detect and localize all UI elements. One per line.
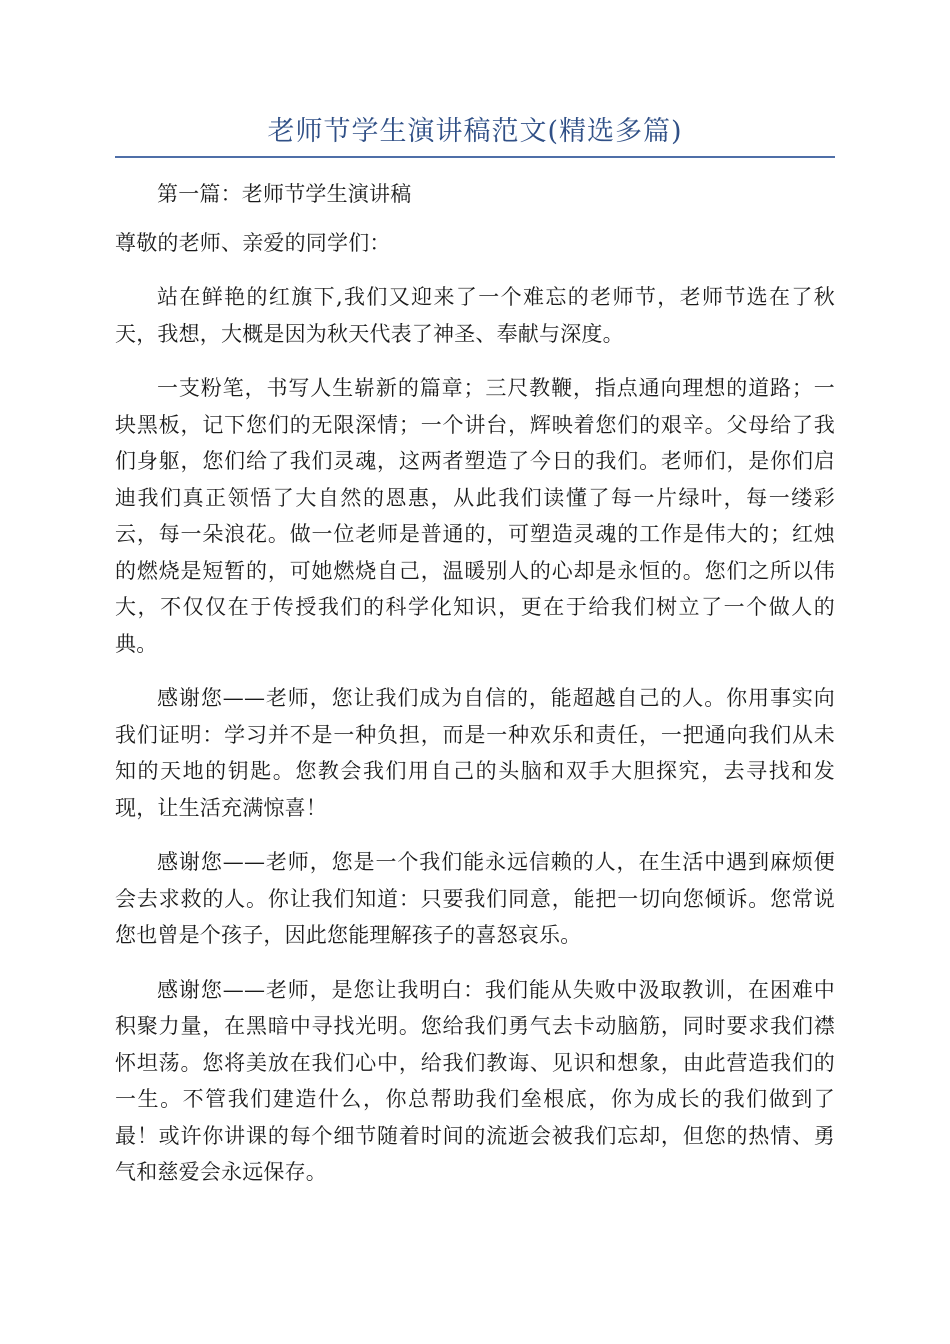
title-block [115, 112, 835, 158]
paragraph-1: 站在鲜艳的红旗下,我们又迎来了一个难忘的老师节，老师节选在了秋天，我想，大概是因为秋天代表了神圣、奉献与深度。 [115, 285, 835, 346]
paragraph-4: 感谢您——老师，您是一个我们能永远信赖的人，在生活中遇到麻烦便会去求救的人。你让我们知道：只要我们同意，能把一切向您倾诉。您常说您也曾是个孩子，因此您能理解孩子的喜怒哀乐。 [115, 850, 835, 947]
section-heading: 第一篇：老师节学生演讲稿 [157, 182, 412, 206]
paragraph-5: 感谢您——老师，是您让我明白：我们能从失败中汲取教训，在困难中积聚力量，在黑暗中寻找光明。您给我们勇气去卡动脑筋，同时要求我们襟怀坦荡。您将美放在我们心中，给我们教诲、见识和想象，由此营造我们的一生。不管我们建造什么，你总帮助我们垒根底，你为成长的我们做到了最！或许你讲课的每个细节随着时间的流逝会被我们忘却，但您的热情、勇气和慈爱会永远保存。 [115, 977, 835, 1184]
salutation: 尊敬的老师、亲爱的同学们： [115, 230, 391, 255]
document-body [115, 176, 835, 1209]
document-title: 老师节学生演讲稿范文(精选多篇) [267, 116, 683, 147]
paragraph-3: 感谢您——老师，您让我们成为自信的，能超越自己的人。你用事实向我们证明：学习并不是一种负担，而是一种欢乐和责任，一把通向我们从未知的天地的钥匙。您教会我们用自己的头脑和双手大胆探究，去寻找和发现，让生活充满惊喜！ [115, 686, 835, 820]
paragraph-2: 一支粉笔，书写人生崭新的篇章；三尺教鞭，指点通向理想的道路；一块黑板，记下您们的无限深情；一个讲台，辉映着您们的艰辛。父母给了我们身躯，您们给了我们灵魂，这两者塑造了今日的我们。老师们，是你们启迪我们真正领悟了大自然的恩惠，从此我们读懂了每一片绿叶，每一缕彩云，每一朵浪花。做一位老师是普通的，可塑造灵魂的工作是伟大的；红烛的燃烧是短暂的，可她燃烧自己，温暖别人的心却是永恒的。您们之所以伟大，不仅仅在于传授我们的科学化知识，更在于给我们树立了一个做人的典。 [115, 376, 835, 656]
